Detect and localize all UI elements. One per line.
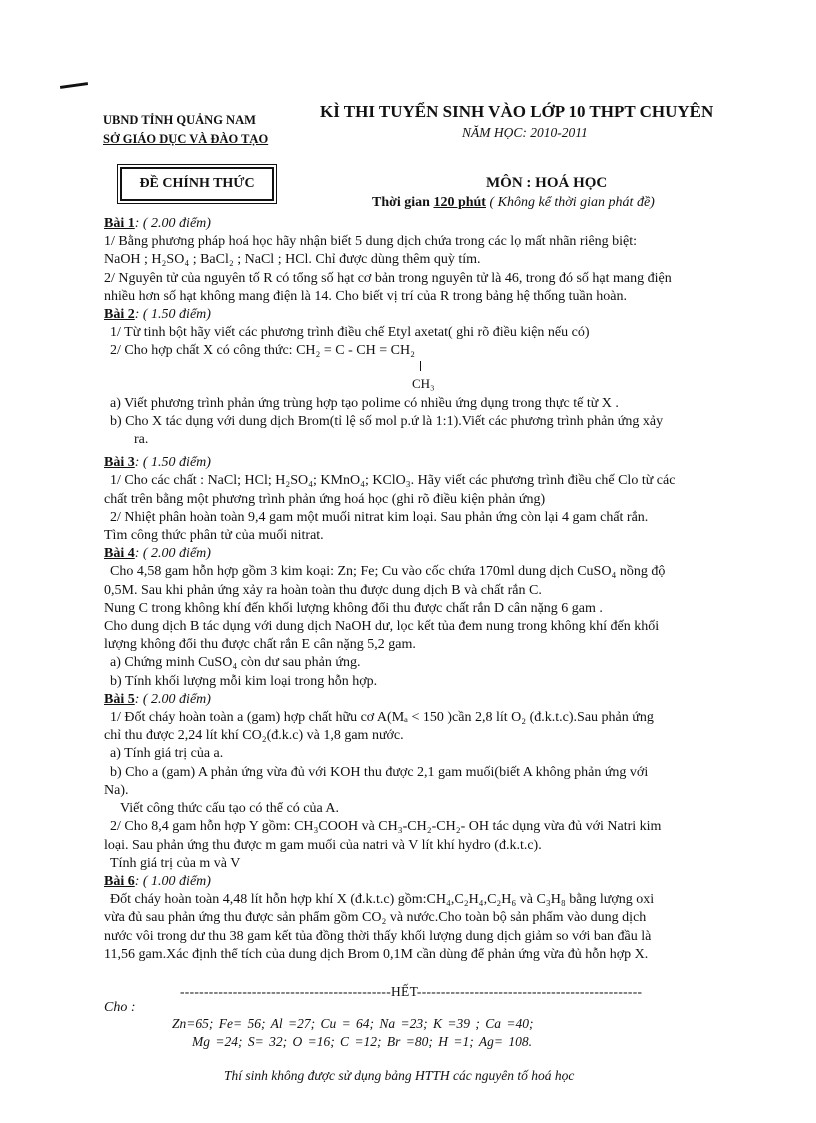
bai5-heading bbox=[104, 691, 776, 709]
time-prefix: Thời gian bbox=[372, 195, 434, 210]
bai2-b1: b) Cho X tác dụng với dung dịch Brom(tỉ lệ số mol p.ứ là 1:1).Viết các phương trình phản ứng xảy bbox=[110, 413, 664, 429]
pen-mark bbox=[60, 82, 88, 89]
bai6-l3: nước vôi trong dư thu 38 gam kết tủa đồng thời thấy khối lượng dung dịch giảm so với ban đầu là bbox=[104, 928, 652, 944]
footer-note: Thí sinh không được sử dụng bảng HTTH các nguyên tố hoá học bbox=[224, 1068, 575, 1083]
time-note: ( Không kể thời gian phát đề) bbox=[489, 195, 655, 210]
bai6-points: : ( 1.00 điểm) bbox=[134, 873, 211, 889]
bai6-l2: vừa đủ sau phản ứng thu được sản phẩm gồm CO₂ và nước.Cho toàn bộ sản phẩm vào dung dịch bbox=[104, 910, 647, 926]
bai5-a: a) Tính giá trị của a. bbox=[110, 746, 224, 762]
bai5-q2b: loại. Sau phản ứng thu được m gam muối của natri và V lít khí hydro (đ.k.t.c). bbox=[104, 837, 542, 853]
bai2-heading bbox=[104, 306, 776, 324]
bai4-heading bbox=[104, 545, 776, 563]
bai2-b2: ra. bbox=[134, 432, 149, 448]
official-exam-box bbox=[120, 167, 274, 201]
official-exam-label: ĐỀ CHÍNH THỨC bbox=[139, 176, 255, 191]
bai4-b: b) Tính khối lượng mỗi kim loại trong hỗn hợp. bbox=[110, 673, 378, 689]
time-value: 120 phút bbox=[433, 195, 486, 210]
bai4-l3: Nung C trong không khí đến khối lượng không đổi thu được chất rắn D cân nặng 6 gam . bbox=[104, 600, 603, 616]
bai5-points: : ( 2.00 điểm) bbox=[134, 691, 211, 707]
bai2-q1: 1/ Từ tinh bột hãy viết các phương trình điều chế Etyl axetat( ghi rõ điều kiện nếu có) bbox=[110, 325, 590, 341]
bai5-b3: Viết công thức cấu tạo có thể có của A. bbox=[120, 801, 339, 817]
atomic-masses-line-2: Mg =24; S= 32; O =16; C =12; Br =80; H =1; Ag= 108. bbox=[192, 1034, 532, 1049]
end-of-exam-line: --------------------------------------------HẾT----------------------------------------------- bbox=[180, 984, 643, 999]
bai2-q2: 2/ Cho hợp chất X có công thức: CH₂ = C - CH = CH₂ bbox=[110, 343, 415, 359]
subject: MÔN : HOÁ HỌC bbox=[486, 175, 608, 191]
bai3-heading bbox=[104, 454, 776, 472]
bai6-heading bbox=[104, 873, 776, 891]
bai4-l5: lượng không đổi thu được chất rắn E cân nặng 5,2 gam. bbox=[104, 637, 416, 653]
bai4-l4: Cho dung dịch B tác dụng với dung dịch NaOH dư, lọc kết tủa đem nung trong không khí đến khối bbox=[104, 619, 660, 635]
bai1-q2b: nhiều hơn số hạt không mang điện là 14. Cho biết vị trí của R trong bảng hệ thống tuần hoàn. bbox=[104, 288, 627, 304]
bai5-q1b: chỉ thu được 2,24 lít khí CO₂(đ.k.c) và 1,8 gam nước. bbox=[104, 728, 404, 744]
bai4-l2: 0,5M. Sau khi phản ứng xảy ra hoàn toàn thu được dung dịch B và chất rắn C. bbox=[104, 582, 542, 598]
exam-time bbox=[372, 195, 655, 211]
bai4-points: : ( 2.00 điểm) bbox=[134, 546, 211, 562]
bai3-q1b: chất trên bằng một phương trình phản ứng hoá học (ghi rõ điều kiện phản ứng) bbox=[104, 491, 546, 507]
bai1-q2a: 2/ Nguyên tử của nguyên tố R có tổng số hạt cơ bản trong nguyên tử là 46, trong đó số hạt mang điện bbox=[104, 270, 672, 286]
bai3-points: : ( 1.50 điểm) bbox=[134, 455, 211, 471]
bai6-l4: 11,56 gam.Xác định thể tích của dung dịch Brom 0,1M cần dùng để phản ứng vừa đủ hỗn hợp X. bbox=[104, 946, 649, 962]
authority-line-1: UBND TỈNH QUẢNG NAM bbox=[103, 113, 256, 127]
bai3-q2b: Tìm công thức phân tử của muối nitrat. bbox=[104, 528, 324, 544]
bai5-b2: Na). bbox=[104, 782, 129, 798]
bai5-title: Bài 5 bbox=[104, 691, 135, 707]
branch-bond bbox=[420, 361, 421, 371]
bai5-q1a: 1/ Đốt cháy hoàn toàn a (gam) hợp chất hữu cơ A(Mₐ < 150 )cần 2,8 lít O₂ (đ.k.t.c).Sau phản ứng bbox=[110, 710, 654, 726]
bai5-b1: b) Cho a (gam) A phản ứng vừa đủ với KOH thu được 2,1 gam muối(biết A không phản ứng với bbox=[110, 764, 649, 780]
branch-group: CH₃ bbox=[412, 375, 435, 391]
bai1-heading bbox=[104, 215, 776, 233]
bai2-points: : ( 1.50 điểm) bbox=[134, 307, 211, 323]
bai3-q2a: 2/ Nhiệt phân hoàn toàn 9,4 gam một muối nitrat kim loại. Sau phản ứng còn lại 4 gam chất rắn. bbox=[110, 509, 649, 525]
issuing-authority bbox=[103, 111, 268, 149]
bai4-l1: Cho 4,58 gam hỗn hợp gồm 3 kim koại: Zn; Fe; Cu vào cốc chứa 170ml dung dịch CuSO₄ nồng độ bbox=[110, 564, 666, 580]
bai1-q1a: 1/ Bằng phương pháp hoá học hãy nhận biết 5 dung dịch chứa trong các lọ mất nhãn riêng biệt: bbox=[104, 234, 638, 250]
bai5-q2c: Tính giá trị của m và V bbox=[110, 855, 241, 871]
given-label: Cho : bbox=[104, 1000, 136, 1015]
bai4-title: Bài 4 bbox=[104, 546, 135, 562]
atomic-masses-line-1: Zn=65; Fe= 56; Al =27; Cu = 64; Na =23; K =39 ; Ca =40; bbox=[172, 1016, 534, 1031]
bai2-a: a) Viết phương trình phản ứng trùng hợp tạo polime có nhiều ứng dụng trong thực tế từ X . bbox=[110, 395, 619, 411]
formula-branch bbox=[104, 361, 776, 395]
bai6-title: Bài 6 bbox=[104, 873, 135, 889]
bai1-q1b: NaOH ; H₂SO₄ ; BaCl₂ ; NaCl ; HCl. Chỉ được dùng thêm quỳ tím. bbox=[104, 252, 481, 268]
authority-line-2: SỞ GIÁO DỤC VÀ ĐÀO TẠO bbox=[103, 132, 269, 146]
exam-content bbox=[104, 215, 776, 964]
bai5-q2a: 2/ Cho 8,4 gam hỗn hợp Y gồm: CH₃COOH và CH₃-CH₂-CH₂- OH tác dụng vừa đủ với Natri kim bbox=[110, 819, 662, 835]
bai6-l1: Đốt cháy hoàn toàn 4,48 lít hỗn hợp khí X (đ.k.t.c) gồm:CH₄,C₂H₄,C₂H₆ và C₃H₈ bằng lượng oxi bbox=[110, 892, 655, 908]
bai4-a: a) Chứng minh CuSO₄ còn dư sau phản ứng. bbox=[110, 655, 361, 671]
bai1-points: : ( 2.00 điểm) bbox=[134, 216, 211, 231]
bai1-title: Bài 1 bbox=[104, 216, 135, 231]
bai3-q1a: 1/ Cho các chất : NaCl; HCl; H₂SO₄; KMnO₄; KClO₃. Hãy viết các phương trình điều chế Clo từ các bbox=[110, 473, 676, 489]
exam-title: KÌ THI TUYỂN SINH VÀO LỚP 10 THPT CHUYÊN bbox=[320, 102, 714, 121]
bai2-title: Bài 2 bbox=[104, 307, 135, 323]
school-year: NĂM HỌC: 2010-2011 bbox=[462, 125, 588, 140]
bai3-title: Bài 3 bbox=[104, 455, 135, 471]
